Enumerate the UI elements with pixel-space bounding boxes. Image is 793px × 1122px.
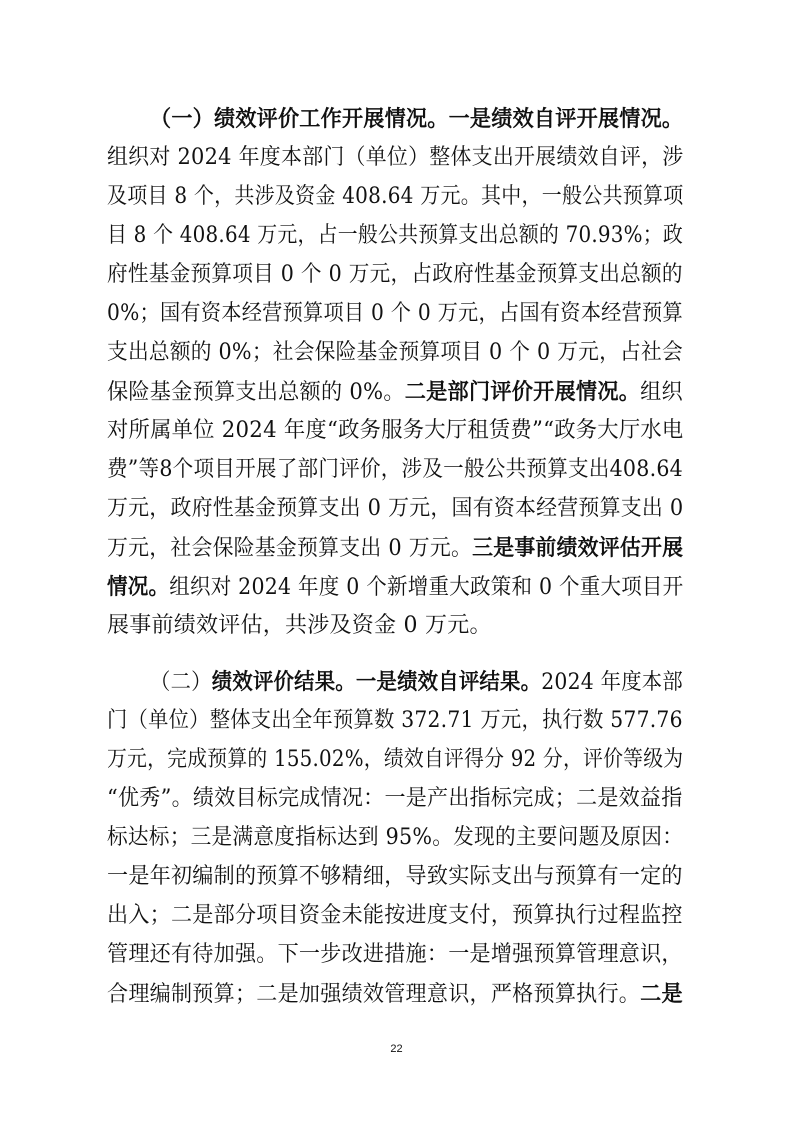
text-line bbox=[150, 101, 683, 137]
text-segment: （二） bbox=[150, 670, 212, 695]
text-segment: 组织 bbox=[640, 380, 683, 405]
text-segment: 费”等8个项目开展了部门评价，涉及一般公共预算支出408.64 bbox=[107, 457, 684, 482]
text-line bbox=[107, 742, 683, 778]
text-segment: 2024 年度本部 bbox=[541, 670, 683, 695]
text-line bbox=[107, 140, 683, 176]
text-segment: 0%；国有资本经营预算项目 0 个 0 万元，占国有资本经营预算 bbox=[107, 301, 683, 326]
text-segment: 保险基金预算支出总额的 0%。 bbox=[107, 380, 405, 405]
text-line bbox=[107, 976, 683, 1012]
text-segment: 万元，完成预算的 155.02%，绩效自评得分 92 分，评价等级为 bbox=[107, 747, 683, 772]
text-line bbox=[107, 781, 683, 817]
text-line bbox=[107, 703, 683, 739]
bold-text-segment: 三是事前绩效评估开展 bbox=[472, 535, 683, 561]
bold-text-segment: 二是部门评价开展情况。 bbox=[404, 379, 641, 405]
text-segment: 一是年初编制的预算不够精细，导致实际支出与预算有一定的 bbox=[107, 864, 683, 889]
text-segment: 出入；二是部分项目资金未能按进度支付，预算执行过程监控 bbox=[107, 903, 683, 928]
text-segment: “优秀”。绩效目标完成情况：一是产出指标完成；二是效益指 bbox=[107, 786, 683, 811]
text-line bbox=[107, 257, 683, 293]
text-line bbox=[150, 664, 683, 700]
bold-text-segment: 二是 bbox=[640, 981, 683, 1007]
text-segment: 万元，社会保险基金预算支出 0 万元。 bbox=[107, 536, 473, 561]
page-number: 22 bbox=[390, 1043, 403, 1055]
text-segment: 合理编制预算；二是加强绩效管理意识，严格预算执行。 bbox=[107, 982, 641, 1007]
text-segment: 及项目 8 个，共涉及资金 408.64 万元。其中，一般公共预算项 bbox=[107, 184, 684, 209]
text-line bbox=[107, 296, 683, 332]
text-line bbox=[107, 937, 683, 973]
text-segment: 标达标；三是满意度指标达到 95%。发现的主要问题及原因： bbox=[107, 825, 683, 850]
text-line bbox=[107, 898, 683, 934]
bold-text-segment: （一）绩效评价工作开展情况。一是绩效自评开展情况。 bbox=[150, 106, 683, 132]
text-segment: 目 8 个 408.64 万元，占一般公共预算支出总额的 70.93%；政 bbox=[107, 223, 683, 248]
text-segment: 组织对 2024 年度 0 个新增重大政策和 0 个重大项目开 bbox=[169, 575, 683, 600]
text-segment: 对所属单位 2024 年度“政务服务大厅租赁费”“政务大厅水电 bbox=[107, 418, 684, 443]
text-segment: 展事前绩效评估，共涉及资金 0 万元。 bbox=[107, 613, 492, 638]
text-line bbox=[107, 218, 683, 254]
text-line bbox=[107, 569, 683, 605]
text-line bbox=[107, 820, 683, 856]
text-segment: 组织对 2024 年度本部门（单位）整体支出开展绩效自评，涉 bbox=[107, 145, 684, 170]
text-segment: 万元，政府性基金预算支出 0 万元，国有资本经营预算支出 0 bbox=[107, 496, 684, 521]
text-line bbox=[107, 491, 683, 527]
text-line bbox=[107, 413, 683, 449]
text-line bbox=[107, 374, 683, 410]
text-segment: 支出总额的 0%；社会保险基金预算项目 0 个 0 万元，占社会 bbox=[107, 340, 683, 365]
text-segment: 门（单位）整体支出全年预算数 372.71 万元，执行数 577.76 bbox=[107, 708, 683, 733]
bold-text-segment: 情况。 bbox=[107, 574, 170, 600]
bold-text-segment: 绩效评价结果。一是绩效自评结果。 bbox=[211, 669, 542, 695]
text-line bbox=[107, 608, 683, 644]
text-line bbox=[107, 530, 683, 566]
text-segment: 管理还有待加强。下一步改进措施：一是增强预算管理意识， bbox=[107, 942, 683, 967]
text-line bbox=[107, 452, 683, 488]
text-segment: 府性基金预算项目 0 个 0 万元，占政府性基金预算支出总额的 bbox=[107, 262, 683, 287]
text-line bbox=[107, 335, 683, 371]
text-line bbox=[107, 859, 683, 895]
text-line bbox=[107, 179, 683, 215]
